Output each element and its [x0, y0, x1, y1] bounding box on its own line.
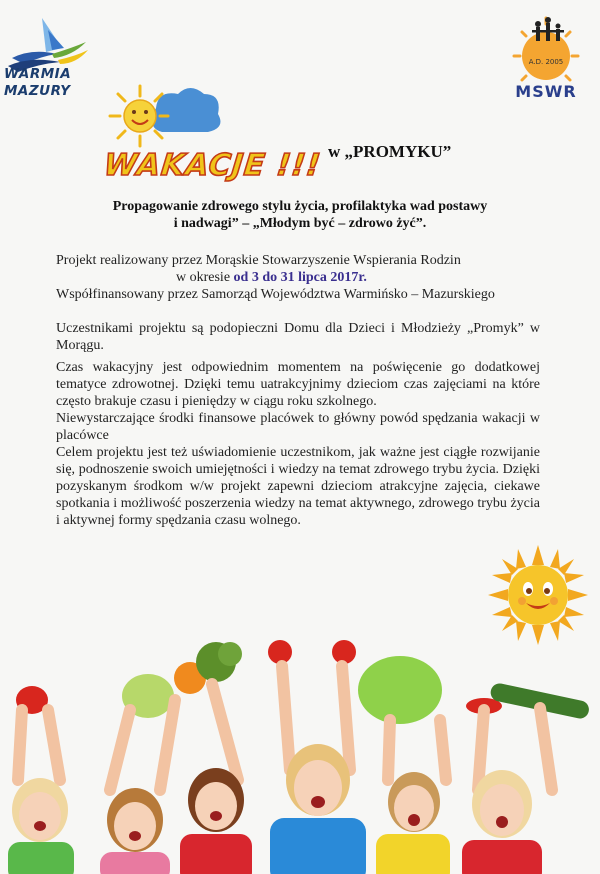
- wakacje-heading: WAKACJE !!!: [102, 148, 323, 183]
- promyk-heading: w „PROMYKU”: [328, 142, 452, 161]
- warmia-mazury-wordmark: [4, 66, 96, 100]
- wordmark-line1: WARMIA: [4, 66, 72, 82]
- children-with-vegetables-photo: [0, 630, 600, 874]
- mswr-wordmark: MSWR: [515, 82, 577, 101]
- body-paragraph-1: Uczestnikami projektu są podopieczni Domu dla Dzieci i Młodzieży „Promyk” w Morągu.: [56, 321, 540, 353]
- body-paragraph-4: Celem projektu jest też uświadomienie uczestnikom, jak ważne jest ciągłe rozwijanie się, podnoszenie swoich umiejętności i wiedzy na temat zdrowego trybu życia. Dzięki pozyskanym środkom w/w projekt zapewni dzieciom atrakcyjne zajęcia, ciekawe spotkania i możliwość poszerzenia wiedzy na temat aktywnego, zdrowego trybu życia i aktywnej formy spędzania czasu wolnego.: [56, 445, 540, 528]
- project-line1: Projekt realizowany przez Morąskie Stowarzyszenie Wspierania Rodzin: [56, 253, 461, 268]
- subtitle-line2: i nadwagi” – „Młodym być – zdrowo żyć”.: [173, 216, 427, 231]
- project-dates: od 3 do 31 lipca 2017r.: [233, 270, 367, 285]
- body-paragraph-2: Czas wakacyjny jest odpowiednim momentem na poświęcenie go dodatkowej tematyce zdrowotnej. Dzięki temu uatrakcyjnimy dzieciom czas zajęciami na które często brakuje czasu i pieniędzy w ciągu roku szkolnego.: [56, 360, 540, 409]
- project-line2: [56, 269, 556, 286]
- mswr-year: A.D. 2005: [528, 58, 564, 66]
- project-line3: Współfinansowany przez Samorząd Województwa Warmińsko – Mazurskiego: [56, 287, 495, 302]
- body-paragraph-3: Niewystarczające środki finansowe placówek to główny powód spędzania wakacji w placówce: [56, 411, 540, 443]
- project-period-prefix: w okresie: [176, 270, 234, 285]
- body-text: [56, 320, 540, 529]
- project-info: [56, 252, 556, 303]
- wordmark-line2: MAZURY: [4, 83, 71, 99]
- subtitle: [60, 198, 540, 232]
- subtitle-line1: Propagowanie zdrowego stylu życia, profilaktyka wad postawy: [112, 199, 488, 214]
